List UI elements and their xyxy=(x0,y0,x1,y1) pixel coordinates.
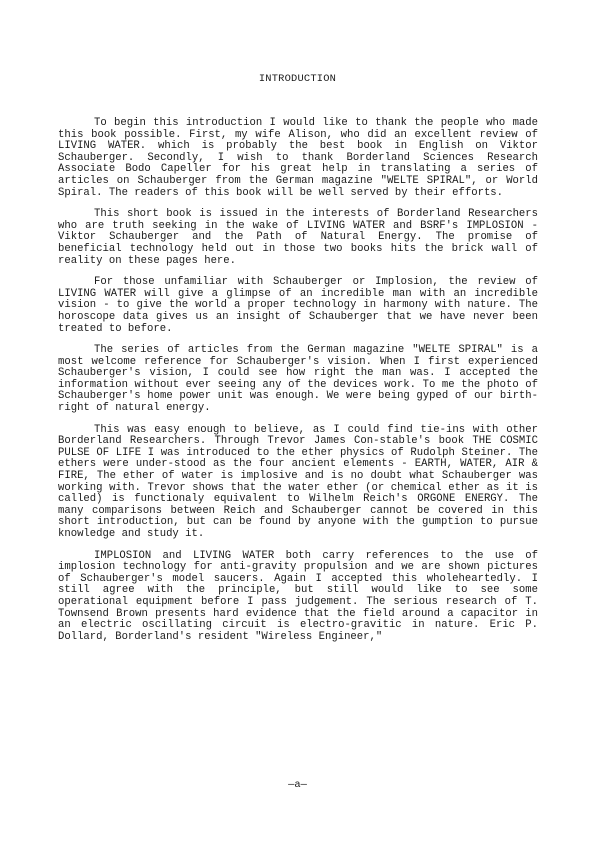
paragraph-5: This was easy enough to believe, as I could find tie-ins with other Borderland Researchers. Through Trevor James Con-stable's book THE COSMIC PULSE OF LIFE I was introduced to the ether physics of Rudolph Steiner. The ethers were under-stood as the four ancient elements - EARTH, WATER, AIR & FIRE, The ether of water is implosive and is no doubt what Schauberger was working with. Trevor shows that the water ether (or chemical ether as it is called) is functionaly equivalent to Wilhelm Reich's ORGONE ENERGY. The many comparisons between Reich and Schauberger cannot be covered in this short introduction, but can be found by anyone with the gumption to pursue knowledge and study it. xyxy=(58,423,538,540)
body-text xyxy=(58,118,538,653)
paragraph-1: To begin this introduction I would like to thank the people who made this book possible. First, my wife Alison, who did an excellent review of LIVING WATER. which is probably the best book in English on Viktor Schauberger. Secondly, I wish to thank Borderland Sciences Research Associate Bodo Capeller for his great help in translating a series of articles on Schauberger from the German magazine "WELTE SPIRAL", or World Spiral. The readers of this book will be well served by their efforts. xyxy=(58,117,538,199)
paragraph-4: The series of articles from the German magazine "WELTE SPIRAL" is a most welcome reference for Schauberger's vision. When I first experienced Schauberger's vision, I could see how right the man was. I accepted the information without ever seeing any of the devices work. To me the photo of Schauberger's home power unit was enough. We were being gyped of our birth-right of natural energy. xyxy=(58,344,538,415)
paragraph-2: This short book is issued in the interests of Borderland Researchers who are truth seeking in the wake of LIVING WATER and BSRF's IMPLOSION - Viktor Schauberger and the Path of Natural Energy. The promise of beneficial technology held out in those two books hits the brick wall of reality on these pages here. xyxy=(58,208,538,267)
paragraph-3: For those unfamiliar with Schauberger or Implosion, the review of LIVING WATER will give a glimpse of an incredible man with an incredible vision - to give the world a proper technology in harmony with nature. The horoscope data gives us an insight of Schauberger that we have never been treated to before. xyxy=(58,276,538,335)
paragraph-6: IMPLOSION and LIVING WATER both carry references to the use of implosion technology for anti-gravity propulsion and we are shown pictures of Schauberger's model saucers. Again I accepted this wholeheartedly. I still agree with the principle, but still would like to see some operational equipment before I pass judgement. The serious research of T. Townsend Brown presents hard evidence that the field around a capacitor in an electric oscillating circuit is electro-gravitic in nature. Eric P. Dollard, Borderland's resident "Wireless Engineer," xyxy=(58,549,538,643)
page-number: —a— xyxy=(288,779,307,791)
page-title: INTRODUCTION xyxy=(258,73,337,85)
